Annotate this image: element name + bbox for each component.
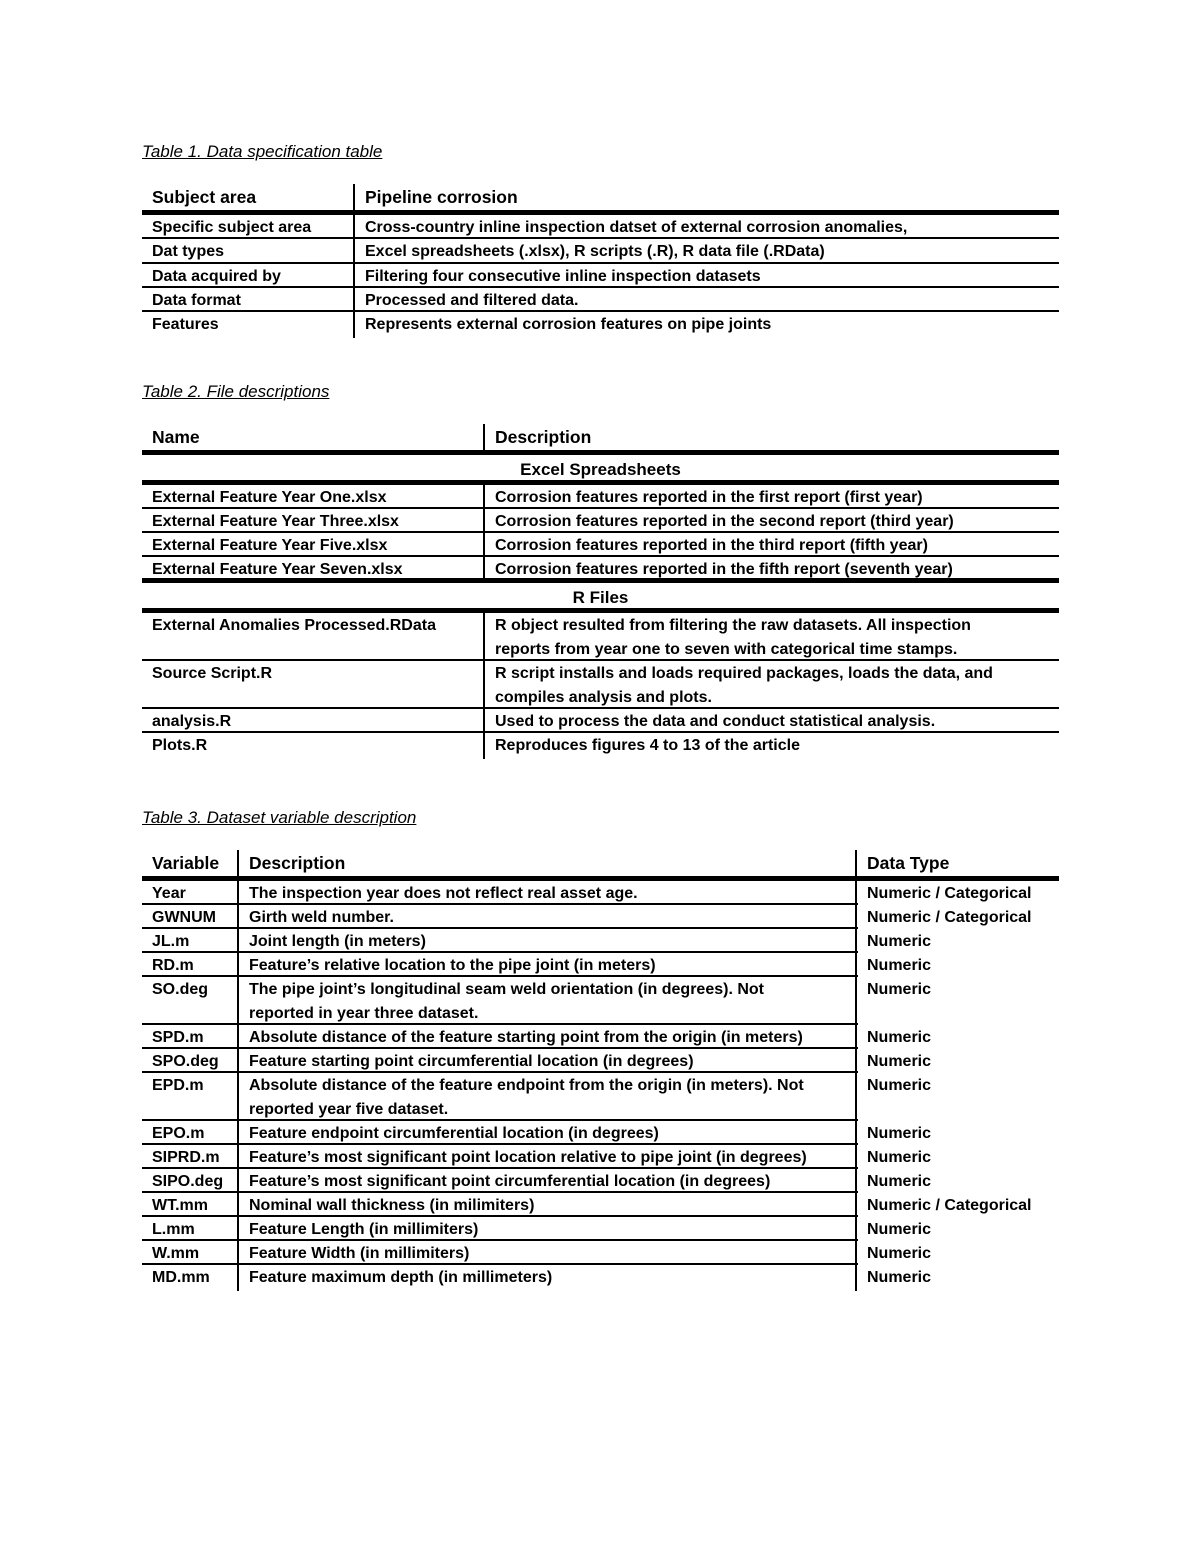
table3-cell: Numeric — [867, 1053, 932, 1070]
table-row — [142, 905, 1059, 929]
table3-cell: Numeric — [867, 981, 932, 998]
table-row — [142, 1241, 1059, 1265]
table3-cell: Numeric / Categorical — [867, 885, 1032, 902]
table3-cell: GWNUM — [152, 909, 216, 926]
table3-cell: Numeric — [867, 1077, 932, 1094]
table-row — [142, 288, 1059, 312]
table1-cell: Dat types — [152, 243, 225, 260]
table1-cell: Processed and filtered data. — [365, 292, 579, 309]
table3-cell: EPD.m — [152, 1077, 204, 1094]
table2-cell: reports from year one to seven with categorical time stamps. — [495, 641, 958, 658]
table-row — [142, 613, 1059, 661]
table2-section-excel — [142, 455, 1059, 485]
table-row — [142, 953, 1059, 977]
table3-cell: Absolute distance of the feature endpoint from the origin (in meters). Not — [249, 1077, 804, 1094]
table2-cell: Reproduces figures 4 to 13 of the article — [495, 737, 800, 754]
table3-cell: Feature maximum depth (in millimeters) — [249, 1269, 553, 1286]
table2-cell: Corrosion features reported in the second report (third year) — [495, 513, 954, 530]
table3-cell: RD.m — [152, 957, 194, 974]
table-row — [142, 509, 1059, 533]
table3-body — [142, 881, 1059, 1291]
table2-cell: Corrosion features reported in the first report (first year) — [495, 489, 923, 506]
table1-cell: Represents external corrosion features on pipe joints — [365, 316, 772, 333]
table-row — [142, 1121, 1059, 1145]
table-row — [142, 239, 1059, 264]
table3-cell: Feature Length (in millimiters) — [249, 1221, 479, 1238]
table-row — [142, 1145, 1059, 1169]
table2-cell: External Feature Year Three.xlsx — [152, 513, 399, 530]
table-row — [142, 557, 1059, 583]
table1-cell: Filtering four consecutive inline inspection datasets — [365, 268, 761, 285]
table3-header-row — [142, 850, 1059, 881]
table-row — [142, 661, 1059, 709]
table3-caption: Table 3. Dataset variable description — [142, 808, 417, 827]
table3-cell: Absolute distance of the feature starting point from the origin (in meters) — [249, 1029, 803, 1046]
table-row — [142, 1049, 1059, 1073]
table3-cell: Numeric — [867, 1221, 932, 1238]
table2-cell: Used to process the data and conduct statistical analysis. — [495, 713, 936, 730]
table-row — [142, 733, 1059, 759]
table3-cell: Numeric — [867, 1173, 932, 1190]
table-row — [142, 1169, 1059, 1193]
table-row — [142, 215, 1059, 239]
table1-cell: Data acquired by — [152, 268, 281, 285]
table3-cell: SO.deg — [152, 981, 209, 998]
table2-cell: External Feature Year Seven.xlsx — [152, 561, 403, 578]
section-label: Excel Spreadsheets — [520, 460, 681, 479]
table2-cell: External Feature Year Five.xlsx — [152, 537, 388, 554]
table3-cell: SIPRD.m — [152, 1149, 220, 1166]
table-row — [142, 977, 1059, 1025]
table3-cell: MD.mm — [152, 1269, 210, 1286]
table3-cell: W.mm — [152, 1245, 200, 1262]
table3-cell: JL.m — [152, 933, 190, 950]
table1-caption: Table 1. Data specification table — [142, 142, 383, 161]
table3-cell: EPO.m — [152, 1125, 205, 1142]
table2-cell: Corrosion features reported in the fifth report (seventh year) — [495, 561, 953, 578]
table-row — [142, 881, 1059, 905]
table3-cell: Numeric / Categorical — [867, 909, 1032, 926]
table-row — [142, 264, 1059, 288]
table2-cell: External Feature Year One.xlsx — [152, 489, 387, 506]
table3-cell: Feature’s most significant point location relative to pipe joint (in degrees) — [249, 1149, 807, 1166]
table2-header-c2: Description — [495, 427, 592, 447]
table-row — [142, 312, 1059, 338]
table2-cell: External Anomalies Processed.RData — [152, 617, 436, 634]
table3-cell: Numeric — [867, 1245, 932, 1262]
table1 — [142, 184, 1059, 338]
table1-header-c1: Subject area — [152, 187, 257, 207]
table3-cell: Numeric — [867, 1269, 932, 1286]
table2-cell: Corrosion features reported in the third report (fifth year) — [495, 537, 928, 554]
table3-cell: Numeric — [867, 1125, 932, 1142]
table3-header-c1: Variable — [152, 853, 220, 873]
table-row — [142, 929, 1059, 953]
table3-header-c2: Description — [249, 853, 346, 873]
table-row — [142, 1265, 1059, 1291]
table2-header-row — [142, 424, 1059, 455]
table1-cell: Cross-country inline inspection datset of external corrosion anomalies, — [365, 219, 908, 236]
table3-header-c3: Data Type — [867, 853, 950, 873]
table3-cell: reported year five dataset. — [249, 1101, 449, 1118]
table3-cell: Year — [152, 885, 186, 902]
table3-cell: Numeric — [867, 957, 932, 974]
table2-caption: Table 2. File descriptions — [142, 382, 330, 401]
table3-cell: The inspection year does not reflect real asset age. — [249, 885, 638, 902]
table3-cell: Numeric / Categorical — [867, 1197, 1032, 1214]
table1-cell: Excel spreadsheets (.xlsx), R scripts (.R), R data file (.RData) — [365, 243, 825, 260]
table3-cell: Numeric — [867, 1029, 932, 1046]
table3-cell: SPO.deg — [152, 1053, 219, 1070]
table2-cell: analysis.R — [152, 713, 232, 730]
table3-cell: Girth weld number. — [249, 909, 394, 926]
table2-cell: compiles analysis and plots. — [495, 689, 712, 706]
table1-header-c2: Pipeline corrosion — [365, 187, 518, 207]
table1-cell: Specific subject area — [152, 219, 312, 236]
table2 — [142, 424, 1059, 759]
table-row — [142, 709, 1059, 733]
table2-section-r — [142, 583, 1059, 613]
table-row — [142, 485, 1059, 509]
table3-cell: Feature endpoint circumferential location (in degrees) — [249, 1125, 659, 1142]
table3-cell: Feature Width (in millimiters) — [249, 1245, 470, 1262]
section-label: R Files — [572, 588, 629, 607]
table3-cell: Nominal wall thickness (in milimiters) — [249, 1197, 535, 1214]
table2-cell: Source Script.R — [152, 665, 273, 682]
table3-cell: SIPO.deg — [152, 1173, 224, 1190]
table3-cell: L.mm — [152, 1221, 195, 1238]
table3-cell: Feature starting point circumferential location (in degrees) — [249, 1053, 694, 1070]
table3-cell: SPD.m — [152, 1029, 204, 1046]
table3-cell: Numeric — [867, 933, 932, 950]
table3-cell: Feature’s relative location to the pipe joint (in meters) — [249, 957, 656, 974]
table2-header-c1: Name — [152, 427, 200, 447]
table-row — [142, 1193, 1059, 1217]
table3-cell: reported in year three dataset. — [249, 1005, 479, 1022]
table-row — [142, 1217, 1059, 1241]
table3-cell: The pipe joint’s longitudinal seam weld orientation (in degrees). Not — [249, 981, 764, 998]
table1-cell: Features — [152, 316, 219, 333]
table2-cell: R object resulted from filtering the raw datasets. All inspection — [495, 617, 971, 634]
table-row — [142, 1073, 1059, 1121]
table-row — [142, 1025, 1059, 1049]
table3-cell: Joint length (in meters) — [249, 933, 426, 950]
table2-cell: R script installs and loads required packages, loads the data, and — [495, 665, 993, 682]
table3 — [142, 850, 1059, 1291]
table-row — [142, 533, 1059, 557]
table1-cell: Data format — [152, 292, 241, 309]
table3-cell: Numeric — [867, 1149, 932, 1166]
table3-cell: Feature’s most significant point circumferential location (in degrees) — [249, 1173, 771, 1190]
table3-cell: WT.mm — [152, 1197, 208, 1214]
table1-header-row — [142, 184, 1059, 215]
table2-cell: Plots.R — [152, 737, 208, 754]
